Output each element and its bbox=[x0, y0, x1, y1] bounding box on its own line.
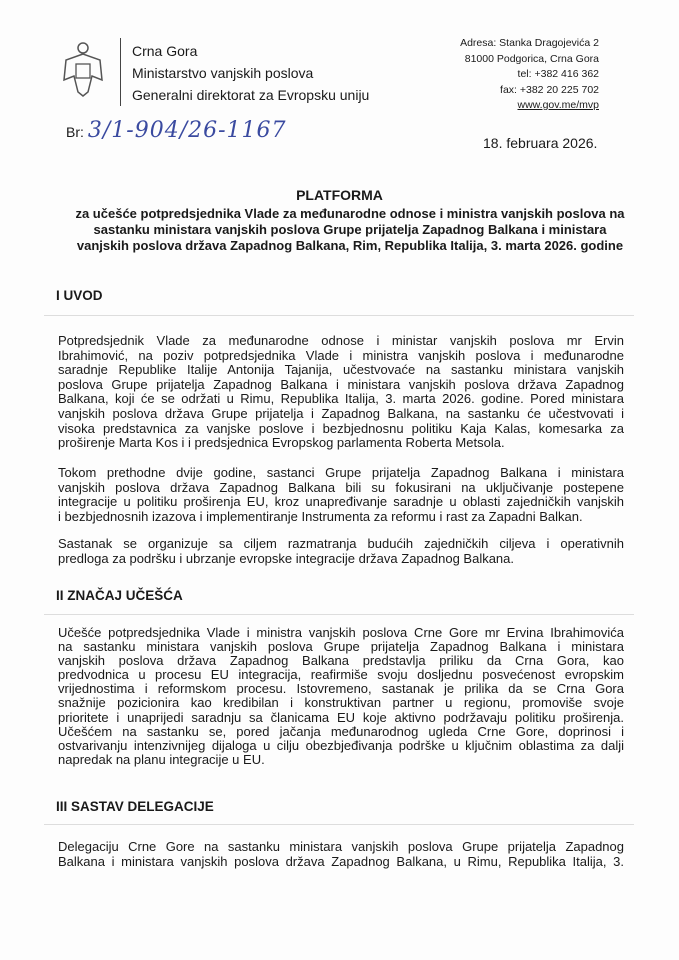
text-line: prioritete i unaprijedi saradnju sa članicama EU koje aktivno podržavaju politiku proširenja. bbox=[58, 709, 624, 725]
text-line: vanjskih poslova država Zapadnog Balkana predstavlja priliku da Crna Gora, kao bbox=[58, 653, 624, 669]
org-country: Crna Gora bbox=[132, 43, 198, 59]
text-line: Učešćem na sastanku se, pored jačanja međunarodnog ugleda Crne Gore, doprinosi i bbox=[58, 723, 624, 739]
paragraph bbox=[58, 537, 624, 566]
text-line: Ibrahimović, na poziv potpredsjednika Vlade i ministra vanjskih poslova i međunarodne bbox=[58, 347, 624, 363]
coat-of-arms-icon bbox=[62, 40, 104, 98]
text-line: poslova Grupe prijatelja Zapadnog Balkana i ministara vanjskih poslova država Zapadnog bbox=[58, 376, 624, 392]
text-line: Balkana i ministara vanjskih poslova država Zapadnog Balkana, u Rimu, Republika Italija, 3. bbox=[58, 853, 624, 869]
text-line: Potpredsjednik Vlade za međunarodne odnose i ministar vanjskih poslova mr Ervin bbox=[58, 333, 624, 348]
document-subtitle: za učešće potpredsjednika Vlade za međunarodne odnose i ministra vanjskih poslova na sastanku ministara vanjskih poslova Grupe prijatelja Zapadnog Balkana i ministara vanjskih poslova država Zapadnog Balkana, Rim, Republika Italija, 3. marta 2026. godine bbox=[75, 206, 625, 253]
text-line: ostvarivanju intenzivnijeg dijaloga u cilju obezbjeđivanja podrške u ključnim oblastima za dalji bbox=[58, 737, 624, 753]
paragraph bbox=[58, 626, 624, 767]
document-date: 18. februara 2026. bbox=[483, 135, 598, 151]
section-divider bbox=[44, 315, 634, 316]
text-line: Sastanak se organizuje sa ciljem razmatranja budućih zajedničkih ciljeva i operativnih bbox=[58, 536, 624, 551]
text-line: proširenje Marta Kos i i predsjednica Evropskog parlamenta Roberta Metsola. bbox=[58, 435, 505, 451]
address-tel: tel: +382 416 362 bbox=[517, 68, 599, 80]
reference-number bbox=[66, 118, 287, 143]
text-line: predloga za podršku i ubrzanje evropske integracije država Zapadnog Balkana. bbox=[58, 550, 515, 566]
address-fax: fax: +382 20 225 702 bbox=[500, 83, 599, 96]
paragraph bbox=[58, 466, 624, 524]
text-line: vrijednostima i reformskom procesu. Istovremeno, sastanak je prilika da se Crna Gora bbox=[58, 681, 624, 697]
org-ministry: Ministarstvo vanjskih poslova bbox=[132, 65, 314, 81]
text-line: Tokom prethodne dvije godine, sastanci Grupe prijatelja Zapadnog Balkana i ministara bbox=[58, 465, 624, 480]
section-divider bbox=[44, 824, 634, 825]
text-line: napredak na planu integracije u EU. bbox=[58, 751, 265, 767]
text-line: visoka predstavnica za vanjske poslove i bezbjednosnu politiku Kaja Kalas, komesarka za bbox=[58, 420, 624, 436]
text-line: Delegaciju Crne Gore na sastanku ministara vanjskih poslova Grupe prijatelja Zapadnog bbox=[58, 839, 624, 854]
section-heading-znacaj: II ZNAČAJ UČEŠĆA bbox=[56, 588, 183, 603]
text-line: integracije u politiku proširenja EU, kroz unapređivanje saradnje u oblasti zajedničkih vanjskih bbox=[58, 494, 624, 510]
text-line: Učešće potpredsjednika Vlade i ministra vanjskih poslova Crne Gore mr Ervina Ibrahimovića bbox=[58, 625, 624, 640]
address-city: 81000 Podgorica, Crna Gora bbox=[464, 52, 599, 65]
text-line: saradnje Republike Italije Antonija Tajanija, učestvovaće na sastanku ministara vanjskih bbox=[58, 362, 624, 378]
text-line: vanjskih poslova država Zapadnog Balkana bili su fokusirani na uključivanje postepene bbox=[58, 479, 624, 495]
document-title: PLATFORMA bbox=[296, 187, 383, 203]
text-line: na sastanku ministara vanjskih poslova Grupe prijatelja Zapadnog Balkana i ministara bbox=[58, 639, 624, 655]
text-line: vanjskih poslova država Grupe prijatelja i Zapadnog Balkana, na sastanku će učestvovati i bbox=[58, 405, 624, 421]
organization-block bbox=[132, 40, 369, 106]
section-heading-uvod: I UVOD bbox=[56, 288, 103, 303]
text-line: i bezbjednosnih izazova i implementiranje Instrumenta za reformu i rast za Zapadni Balkan. bbox=[58, 508, 583, 524]
address-block bbox=[460, 36, 599, 114]
text-line: snažnije pozicionira kao kredibilan i konstruktivan partner u regionu, promoviše svoje bbox=[58, 695, 624, 711]
paragraph bbox=[58, 840, 624, 869]
header-divider bbox=[120, 38, 121, 106]
website-link[interactable]: www.gov.me/mvp bbox=[517, 99, 599, 111]
text-line: predvodnica u procesu EU integracija, reafirmiše svoju dosljednu posvećenost evropskim bbox=[58, 667, 624, 683]
org-directorate: Generalni direktorat za Evropsku uniju bbox=[132, 87, 370, 103]
address-street: Adresa: Stanka Dragojevića 2 bbox=[460, 37, 599, 49]
reference-label: Br: bbox=[66, 124, 84, 140]
section-heading-sastav: III SASTAV DELEGACIJE bbox=[56, 799, 214, 814]
paragraph bbox=[58, 334, 624, 451]
text-line: Balkana, koji će se održati u Rimu, Republika Italija, 3. marta 2026. godine. Pored ministara bbox=[58, 391, 624, 407]
handwritten-reference: 3/1-904/26-1167 bbox=[87, 118, 287, 143]
section-divider bbox=[44, 614, 634, 615]
